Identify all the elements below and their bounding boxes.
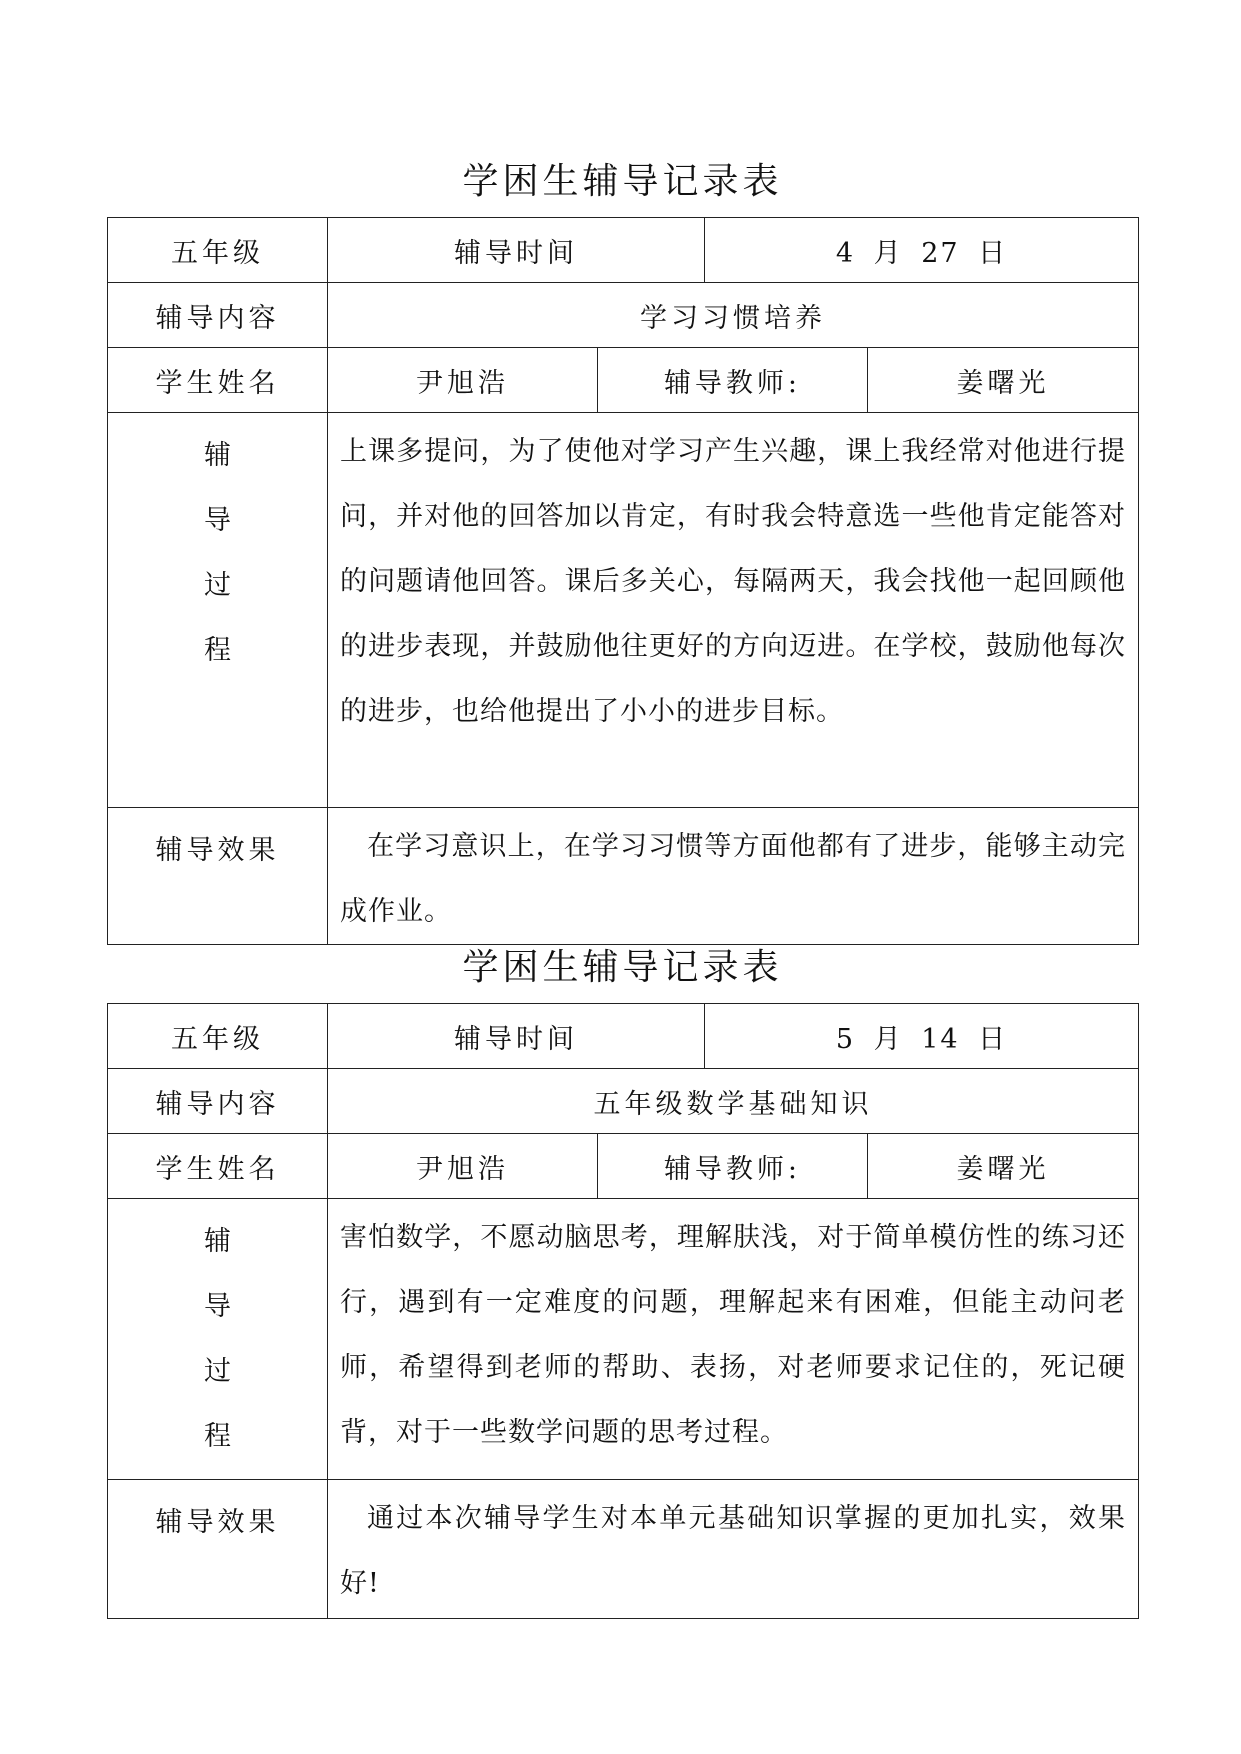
grade-cell: 五年级 xyxy=(108,218,328,283)
process-text: 害怕数学，不愿动脑思考，理解肤浅，对于简单模仿性的练习还行，遇到有一定难度的问题，理解起来有困难，但能主动问老师，希望得到老师的帮助、表扬，对老师要求记住的，死记硬背，对于一些数学问题的思考过程。 xyxy=(328,1199,1139,1480)
process-label xyxy=(108,1199,328,1480)
process-label xyxy=(108,413,328,808)
process-label-char: 辅 xyxy=(204,1226,231,1257)
process-label-char: 导 xyxy=(204,505,231,536)
content-label: 辅导内容 xyxy=(108,283,328,348)
process-row xyxy=(108,1199,1139,1480)
student-label: 学生姓名 xyxy=(108,348,328,413)
date-value: 5 月 14 日 xyxy=(705,1004,1139,1069)
student-name: 尹旭浩 xyxy=(328,348,598,413)
teacher-name: 姜曙光 xyxy=(868,1134,1139,1199)
content-value: 五年级数学基础知识 xyxy=(328,1069,1139,1134)
record-table xyxy=(107,1003,1139,1619)
student-name: 尹旭浩 xyxy=(328,1134,598,1199)
process-label-char: 过 xyxy=(204,1356,231,1387)
effect-text: 通过本次辅导学生对本单元基础知识掌握的更加扎实，效果好! xyxy=(328,1480,1139,1619)
student-row xyxy=(108,1134,1139,1199)
process-label-char: 过 xyxy=(204,570,231,601)
record-table xyxy=(107,217,1139,945)
grade-cell: 五年级 xyxy=(108,1004,328,1069)
effect-text: 在学习意识上，在学习习惯等方面他都有了进步，能够主动完成作业。 xyxy=(328,808,1139,945)
date-value: 4 月 27 日 xyxy=(705,218,1139,283)
effect-label: 辅导效果 xyxy=(108,1480,328,1619)
header-row xyxy=(108,1004,1139,1069)
header-row xyxy=(108,218,1139,283)
effect-label: 辅导效果 xyxy=(108,808,328,945)
process-row xyxy=(108,413,1139,808)
content-value: 学习习惯培养 xyxy=(328,283,1139,348)
record-form-1 xyxy=(107,147,1138,945)
form-title: 学困生辅导记录表 xyxy=(462,947,783,988)
content-row xyxy=(108,283,1139,348)
process-label-char: 程 xyxy=(204,1421,231,1452)
content-row xyxy=(108,1069,1139,1134)
student-row xyxy=(108,348,1139,413)
process-label-char: 辅 xyxy=(204,440,231,471)
student-label: 学生姓名 xyxy=(108,1134,328,1199)
process-text: 上课多提问，为了使他对学习产生兴趣，课上我经常对他进行提问，并对他的回答加以肯定，有时我会特意选一些他肯定能答对的问题请他回答。课后多关心，每隔两天，我会找他一起回顾他的进步表现，并鼓励他往更好的方向迈进。在学校，鼓励他每次的进步，也给他提出了小小的进步目标。 xyxy=(328,413,1139,808)
form-title: 学困生辅导记录表 xyxy=(462,161,783,202)
effect-row xyxy=(108,1480,1139,1619)
effect-row xyxy=(108,808,1139,945)
teacher-label: 辅导教师: xyxy=(598,1134,868,1199)
content-label: 辅导内容 xyxy=(108,1069,328,1134)
process-label-char: 导 xyxy=(204,1291,231,1322)
record-form-2 xyxy=(107,933,1138,1619)
time-label: 辅导时间 xyxy=(328,218,705,283)
time-label: 辅导时间 xyxy=(328,1004,705,1069)
teacher-label: 辅导教师: xyxy=(598,348,868,413)
teacher-name: 姜曙光 xyxy=(868,348,1139,413)
process-label-char: 程 xyxy=(204,635,231,666)
